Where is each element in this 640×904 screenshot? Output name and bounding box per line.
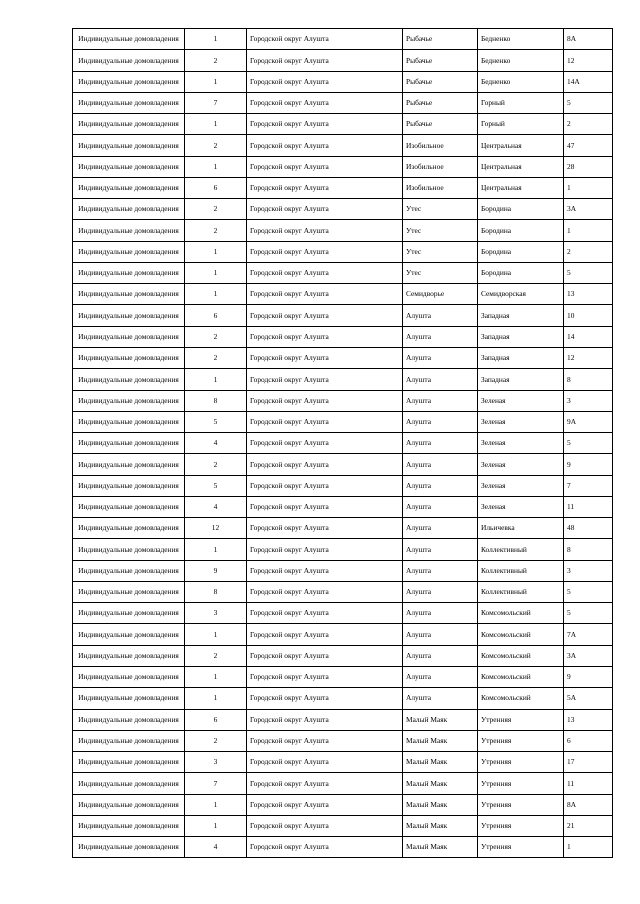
cell-count: 4 (185, 433, 247, 454)
cell-house: 7А (564, 624, 613, 645)
cell-district: Городской округ Алушта (247, 560, 403, 581)
cell-settlement: Алушта (403, 305, 478, 326)
cell-settlement: Рыбачье (403, 29, 478, 50)
table-row (73, 305, 613, 326)
cell-settlement: Малый Маяк (403, 773, 478, 794)
table-row (73, 390, 613, 411)
cell-type: Индивидуальные домовладения (73, 369, 185, 390)
cell-house: 5 (564, 92, 613, 113)
cell-district: Городской округ Алушта (247, 730, 403, 751)
cell-street: Центральная (478, 135, 564, 156)
cell-district: Городской округ Алушта (247, 752, 403, 773)
cell-type: Индивидуальные домовладения (73, 114, 185, 135)
cell-district: Городской округ Алушта (247, 241, 403, 262)
cell-district: Городской округ Алушта (247, 454, 403, 475)
cell-house: 2 (564, 114, 613, 135)
cell-count: 4 (185, 837, 247, 858)
cell-street: Бородина (478, 241, 564, 262)
table-row (73, 71, 613, 92)
cell-count: 1 (185, 71, 247, 92)
cell-settlement: Рыбачье (403, 92, 478, 113)
cell-district: Городской округ Алушта (247, 773, 403, 794)
cell-house: 5 (564, 433, 613, 454)
cell-street: Западная (478, 326, 564, 347)
cell-settlement: Алушта (403, 454, 478, 475)
cell-house: 1 (564, 220, 613, 241)
cell-district: Городской округ Алушта (247, 539, 403, 560)
cell-count: 6 (185, 709, 247, 730)
table-row (73, 284, 613, 305)
cell-count: 1 (185, 688, 247, 709)
cell-type: Индивидуальные домовладения (73, 773, 185, 794)
cell-district: Городской округ Алушта (247, 29, 403, 50)
cell-type: Индивидуальные домовладения (73, 135, 185, 156)
cell-count: 1 (185, 815, 247, 836)
cell-count: 3 (185, 603, 247, 624)
cell-street: Утренняя (478, 773, 564, 794)
cell-type: Индивидуальные домовладения (73, 92, 185, 113)
cell-district: Городской округ Алушта (247, 369, 403, 390)
cell-type: Индивидуальные домовладения (73, 645, 185, 666)
table-row (73, 156, 613, 177)
cell-district: Городской округ Алушта (247, 390, 403, 411)
cell-house: 12 (564, 347, 613, 368)
cell-house: 6 (564, 730, 613, 751)
cell-district: Городской округ Алушта (247, 220, 403, 241)
cell-street: Зеленая (478, 454, 564, 475)
cell-count: 2 (185, 347, 247, 368)
cell-settlement: Утес (403, 241, 478, 262)
cell-house: 9 (564, 666, 613, 687)
cell-street: Горный (478, 92, 564, 113)
cell-house: 12 (564, 50, 613, 71)
table-row (73, 496, 613, 517)
table-row (73, 815, 613, 836)
cell-type: Индивидуальные домовладения (73, 305, 185, 326)
cell-house: 13 (564, 284, 613, 305)
cell-district: Городской округ Алушта (247, 284, 403, 305)
cell-street: Комсомольский (478, 624, 564, 645)
table-row (73, 794, 613, 815)
cell-type: Индивидуальные домовладения (73, 603, 185, 624)
cell-settlement: Малый Маяк (403, 815, 478, 836)
cell-count: 7 (185, 92, 247, 113)
cell-settlement: Утес (403, 199, 478, 220)
cell-settlement: Алушта (403, 390, 478, 411)
cell-count: 2 (185, 50, 247, 71)
cell-house: 47 (564, 135, 613, 156)
cell-street: Коллективный (478, 560, 564, 581)
cell-district: Городской округ Алушта (247, 475, 403, 496)
table-row (73, 773, 613, 794)
cell-house: 11 (564, 773, 613, 794)
table-row (73, 50, 613, 71)
table-row (73, 92, 613, 113)
cell-type: Индивидуальные домовладения (73, 199, 185, 220)
cell-street: Бедненко (478, 29, 564, 50)
cell-count: 2 (185, 220, 247, 241)
cell-type: Индивидуальные домовладения (73, 50, 185, 71)
cell-house: 21 (564, 815, 613, 836)
cell-house: 10 (564, 305, 613, 326)
table-row (73, 730, 613, 751)
table-row (73, 624, 613, 645)
cell-settlement: Алушта (403, 645, 478, 666)
cell-settlement: Алушта (403, 369, 478, 390)
cell-count: 1 (185, 666, 247, 687)
cell-district: Городской округ Алушта (247, 177, 403, 198)
cell-street: Утренняя (478, 837, 564, 858)
cell-street: Бедненко (478, 50, 564, 71)
cell-count: 2 (185, 454, 247, 475)
table-row (73, 220, 613, 241)
cell-count: 1 (185, 29, 247, 50)
table-row (73, 752, 613, 773)
cell-street: Утренняя (478, 709, 564, 730)
cell-street: Коллективный (478, 581, 564, 602)
cell-count: 1 (185, 369, 247, 390)
cell-type: Индивидуальные домовладения (73, 475, 185, 496)
cell-district: Городской округ Алушта (247, 666, 403, 687)
table-row (73, 199, 613, 220)
cell-settlement: Алушта (403, 347, 478, 368)
cell-district: Городской округ Алушта (247, 347, 403, 368)
cell-count: 1 (185, 539, 247, 560)
cell-street: Комсомольский (478, 603, 564, 624)
table-row (73, 709, 613, 730)
cell-type: Индивидуальные домовладения (73, 326, 185, 347)
cell-type: Индивидуальные домовладения (73, 624, 185, 645)
table-row (73, 645, 613, 666)
cell-house: 5 (564, 603, 613, 624)
cell-house: 3 (564, 560, 613, 581)
cell-district: Городской округ Алушта (247, 199, 403, 220)
cell-street: Зеленая (478, 411, 564, 432)
cell-count: 4 (185, 496, 247, 517)
cell-street: Западная (478, 347, 564, 368)
table-body (73, 29, 613, 858)
cell-house: 8А (564, 29, 613, 50)
cell-count: 2 (185, 730, 247, 751)
cell-type: Индивидуальные домовладения (73, 71, 185, 92)
table-row (73, 262, 613, 283)
table-row (73, 347, 613, 368)
cell-street: Комсомольский (478, 666, 564, 687)
cell-type: Индивидуальные домовладения (73, 284, 185, 305)
cell-district: Городской округ Алушта (247, 581, 403, 602)
cell-type: Индивидуальные домовладения (73, 262, 185, 283)
cell-house: 14 (564, 326, 613, 347)
cell-type: Индивидуальные домовладения (73, 709, 185, 730)
cell-settlement: Алушта (403, 411, 478, 432)
cell-street: Зеленая (478, 496, 564, 517)
cell-street: Комсомольский (478, 645, 564, 666)
cell-count: 1 (185, 794, 247, 815)
cell-street: Зеленая (478, 433, 564, 454)
cell-count: 6 (185, 177, 247, 198)
cell-street: Горный (478, 114, 564, 135)
cell-settlement: Алушта (403, 475, 478, 496)
cell-street: Центральная (478, 177, 564, 198)
cell-count: 1 (185, 156, 247, 177)
table-row (73, 603, 613, 624)
cell-district: Городской округ Алушта (247, 411, 403, 432)
cell-district: Городской округ Алушта (247, 156, 403, 177)
addresses-table (72, 28, 613, 858)
cell-count: 2 (185, 645, 247, 666)
cell-house: 14А (564, 71, 613, 92)
table-row (73, 177, 613, 198)
cell-street: Зеленая (478, 390, 564, 411)
cell-street: Западная (478, 305, 564, 326)
cell-street: Бородина (478, 220, 564, 241)
table-row (73, 518, 613, 539)
cell-count: 1 (185, 241, 247, 262)
cell-type: Индивидуальные домовладения (73, 411, 185, 432)
cell-house: 5 (564, 262, 613, 283)
cell-district: Городской округ Алушта (247, 92, 403, 113)
table-row (73, 560, 613, 581)
cell-house: 8 (564, 369, 613, 390)
cell-type: Индивидуальные домовладения (73, 794, 185, 815)
cell-count: 8 (185, 390, 247, 411)
cell-type: Индивидуальные домовладения (73, 220, 185, 241)
cell-street: Утренняя (478, 752, 564, 773)
table-row (73, 411, 613, 432)
cell-street: Утренняя (478, 730, 564, 751)
cell-district: Городской округ Алушта (247, 50, 403, 71)
cell-settlement: Алушта (403, 433, 478, 454)
cell-type: Индивидуальные домовладения (73, 752, 185, 773)
cell-house: 8А (564, 794, 613, 815)
cell-count: 6 (185, 305, 247, 326)
cell-district: Городской округ Алушта (247, 135, 403, 156)
cell-district: Городской округ Алушта (247, 71, 403, 92)
table-row (73, 666, 613, 687)
cell-type: Индивидуальные домовладения (73, 156, 185, 177)
cell-count: 3 (185, 752, 247, 773)
table-row (73, 454, 613, 475)
cell-district: Городской округ Алушта (247, 114, 403, 135)
cell-district: Городской округ Алушта (247, 837, 403, 858)
table-row (73, 241, 613, 262)
cell-settlement: Малый Маяк (403, 730, 478, 751)
cell-type: Индивидуальные домовладения (73, 560, 185, 581)
cell-settlement: Алушта (403, 539, 478, 560)
cell-type: Индивидуальные домовладения (73, 518, 185, 539)
cell-district: Городской округ Алушта (247, 603, 403, 624)
cell-type: Индивидуальные домовладения (73, 454, 185, 475)
table-row (73, 581, 613, 602)
cell-house: 5А (564, 688, 613, 709)
cell-type: Индивидуальные домовладения (73, 29, 185, 50)
cell-settlement: Изобильное (403, 135, 478, 156)
cell-street: Коллективный (478, 539, 564, 560)
cell-district: Городской округ Алушта (247, 262, 403, 283)
cell-street: Семидворская (478, 284, 564, 305)
cell-house: 9А (564, 411, 613, 432)
cell-street: Центральная (478, 156, 564, 177)
cell-district: Городской округ Алушта (247, 433, 403, 454)
table-row (73, 837, 613, 858)
cell-street: Бедненко (478, 71, 564, 92)
cell-settlement: Алушта (403, 326, 478, 347)
cell-count: 12 (185, 518, 247, 539)
cell-district: Городской округ Алушта (247, 688, 403, 709)
cell-type: Индивидуальные домовладения (73, 666, 185, 687)
cell-type: Индивидуальные домовладения (73, 496, 185, 517)
cell-district: Городской округ Алушта (247, 815, 403, 836)
cell-street: Ильичевка (478, 518, 564, 539)
cell-house: 2 (564, 241, 613, 262)
cell-house: 3 (564, 390, 613, 411)
table-row (73, 433, 613, 454)
cell-district: Городской округ Алушта (247, 709, 403, 730)
table-row (73, 475, 613, 496)
cell-count: 5 (185, 411, 247, 432)
cell-district: Городской округ Алушта (247, 518, 403, 539)
cell-district: Городской округ Алушта (247, 496, 403, 517)
cell-count: 1 (185, 624, 247, 645)
cell-type: Индивидуальные домовладения (73, 688, 185, 709)
cell-house: 5 (564, 581, 613, 602)
cell-settlement: Алушта (403, 624, 478, 645)
cell-type: Индивидуальные домовладения (73, 390, 185, 411)
cell-house: 48 (564, 518, 613, 539)
cell-settlement: Алушта (403, 518, 478, 539)
table-row (73, 114, 613, 135)
cell-house: 17 (564, 752, 613, 773)
cell-count: 1 (185, 114, 247, 135)
cell-settlement: Утес (403, 262, 478, 283)
cell-settlement: Рыбачье (403, 114, 478, 135)
cell-count: 2 (185, 199, 247, 220)
cell-settlement: Рыбачье (403, 50, 478, 71)
cell-settlement: Малый Маяк (403, 794, 478, 815)
cell-house: 3А (564, 199, 613, 220)
cell-street: Утренняя (478, 794, 564, 815)
cell-district: Городской округ Алушта (247, 624, 403, 645)
cell-settlement: Алушта (403, 581, 478, 602)
cell-house: 7 (564, 475, 613, 496)
cell-type: Индивидуальные домовладения (73, 837, 185, 858)
cell-settlement: Алушта (403, 688, 478, 709)
table-row (73, 688, 613, 709)
cell-count: 1 (185, 262, 247, 283)
table-row (73, 29, 613, 50)
cell-settlement: Малый Маяк (403, 752, 478, 773)
cell-district: Городской округ Алушта (247, 305, 403, 326)
cell-street: Западная (478, 369, 564, 390)
table-row (73, 369, 613, 390)
cell-street: Комсомольский (478, 688, 564, 709)
cell-district: Городской округ Алушта (247, 326, 403, 347)
cell-district: Городской округ Алушта (247, 794, 403, 815)
cell-house: 8 (564, 539, 613, 560)
cell-type: Индивидуальные домовладения (73, 433, 185, 454)
cell-settlement: Изобильное (403, 177, 478, 198)
cell-street: Бородина (478, 199, 564, 220)
cell-street: Зеленая (478, 475, 564, 496)
cell-count: 9 (185, 560, 247, 581)
cell-settlement: Рыбачье (403, 71, 478, 92)
cell-house: 11 (564, 496, 613, 517)
cell-settlement: Алушта (403, 603, 478, 624)
cell-settlement: Малый Маяк (403, 709, 478, 730)
cell-count: 5 (185, 475, 247, 496)
cell-settlement: Алушта (403, 496, 478, 517)
table-row (73, 326, 613, 347)
cell-settlement: Утес (403, 220, 478, 241)
cell-type: Индивидуальные домовладения (73, 730, 185, 751)
cell-count: 2 (185, 326, 247, 347)
cell-type: Индивидуальные домовладения (73, 241, 185, 262)
table-row (73, 539, 613, 560)
cell-type: Индивидуальные домовладения (73, 815, 185, 836)
cell-house: 28 (564, 156, 613, 177)
cell-count: 2 (185, 135, 247, 156)
table-row (73, 135, 613, 156)
cell-district: Городской округ Алушта (247, 645, 403, 666)
cell-count: 7 (185, 773, 247, 794)
cell-street: Бородина (478, 262, 564, 283)
cell-house: 13 (564, 709, 613, 730)
cell-type: Индивидуальные домовладения (73, 581, 185, 602)
cell-house: 1 (564, 837, 613, 858)
cell-count: 8 (185, 581, 247, 602)
cell-count: 1 (185, 284, 247, 305)
cell-settlement: Алушта (403, 560, 478, 581)
cell-type: Индивидуальные домовладения (73, 177, 185, 198)
cell-settlement: Алушта (403, 666, 478, 687)
cell-type: Индивидуальные домовладения (73, 347, 185, 368)
cell-settlement: Изобильное (403, 156, 478, 177)
cell-house: 1 (564, 177, 613, 198)
cell-type: Индивидуальные домовладения (73, 539, 185, 560)
cell-house: 9 (564, 454, 613, 475)
cell-settlement: Малый Маяк (403, 837, 478, 858)
cell-house: 3А (564, 645, 613, 666)
cell-settlement: Семидворье (403, 284, 478, 305)
cell-street: Утренняя (478, 815, 564, 836)
